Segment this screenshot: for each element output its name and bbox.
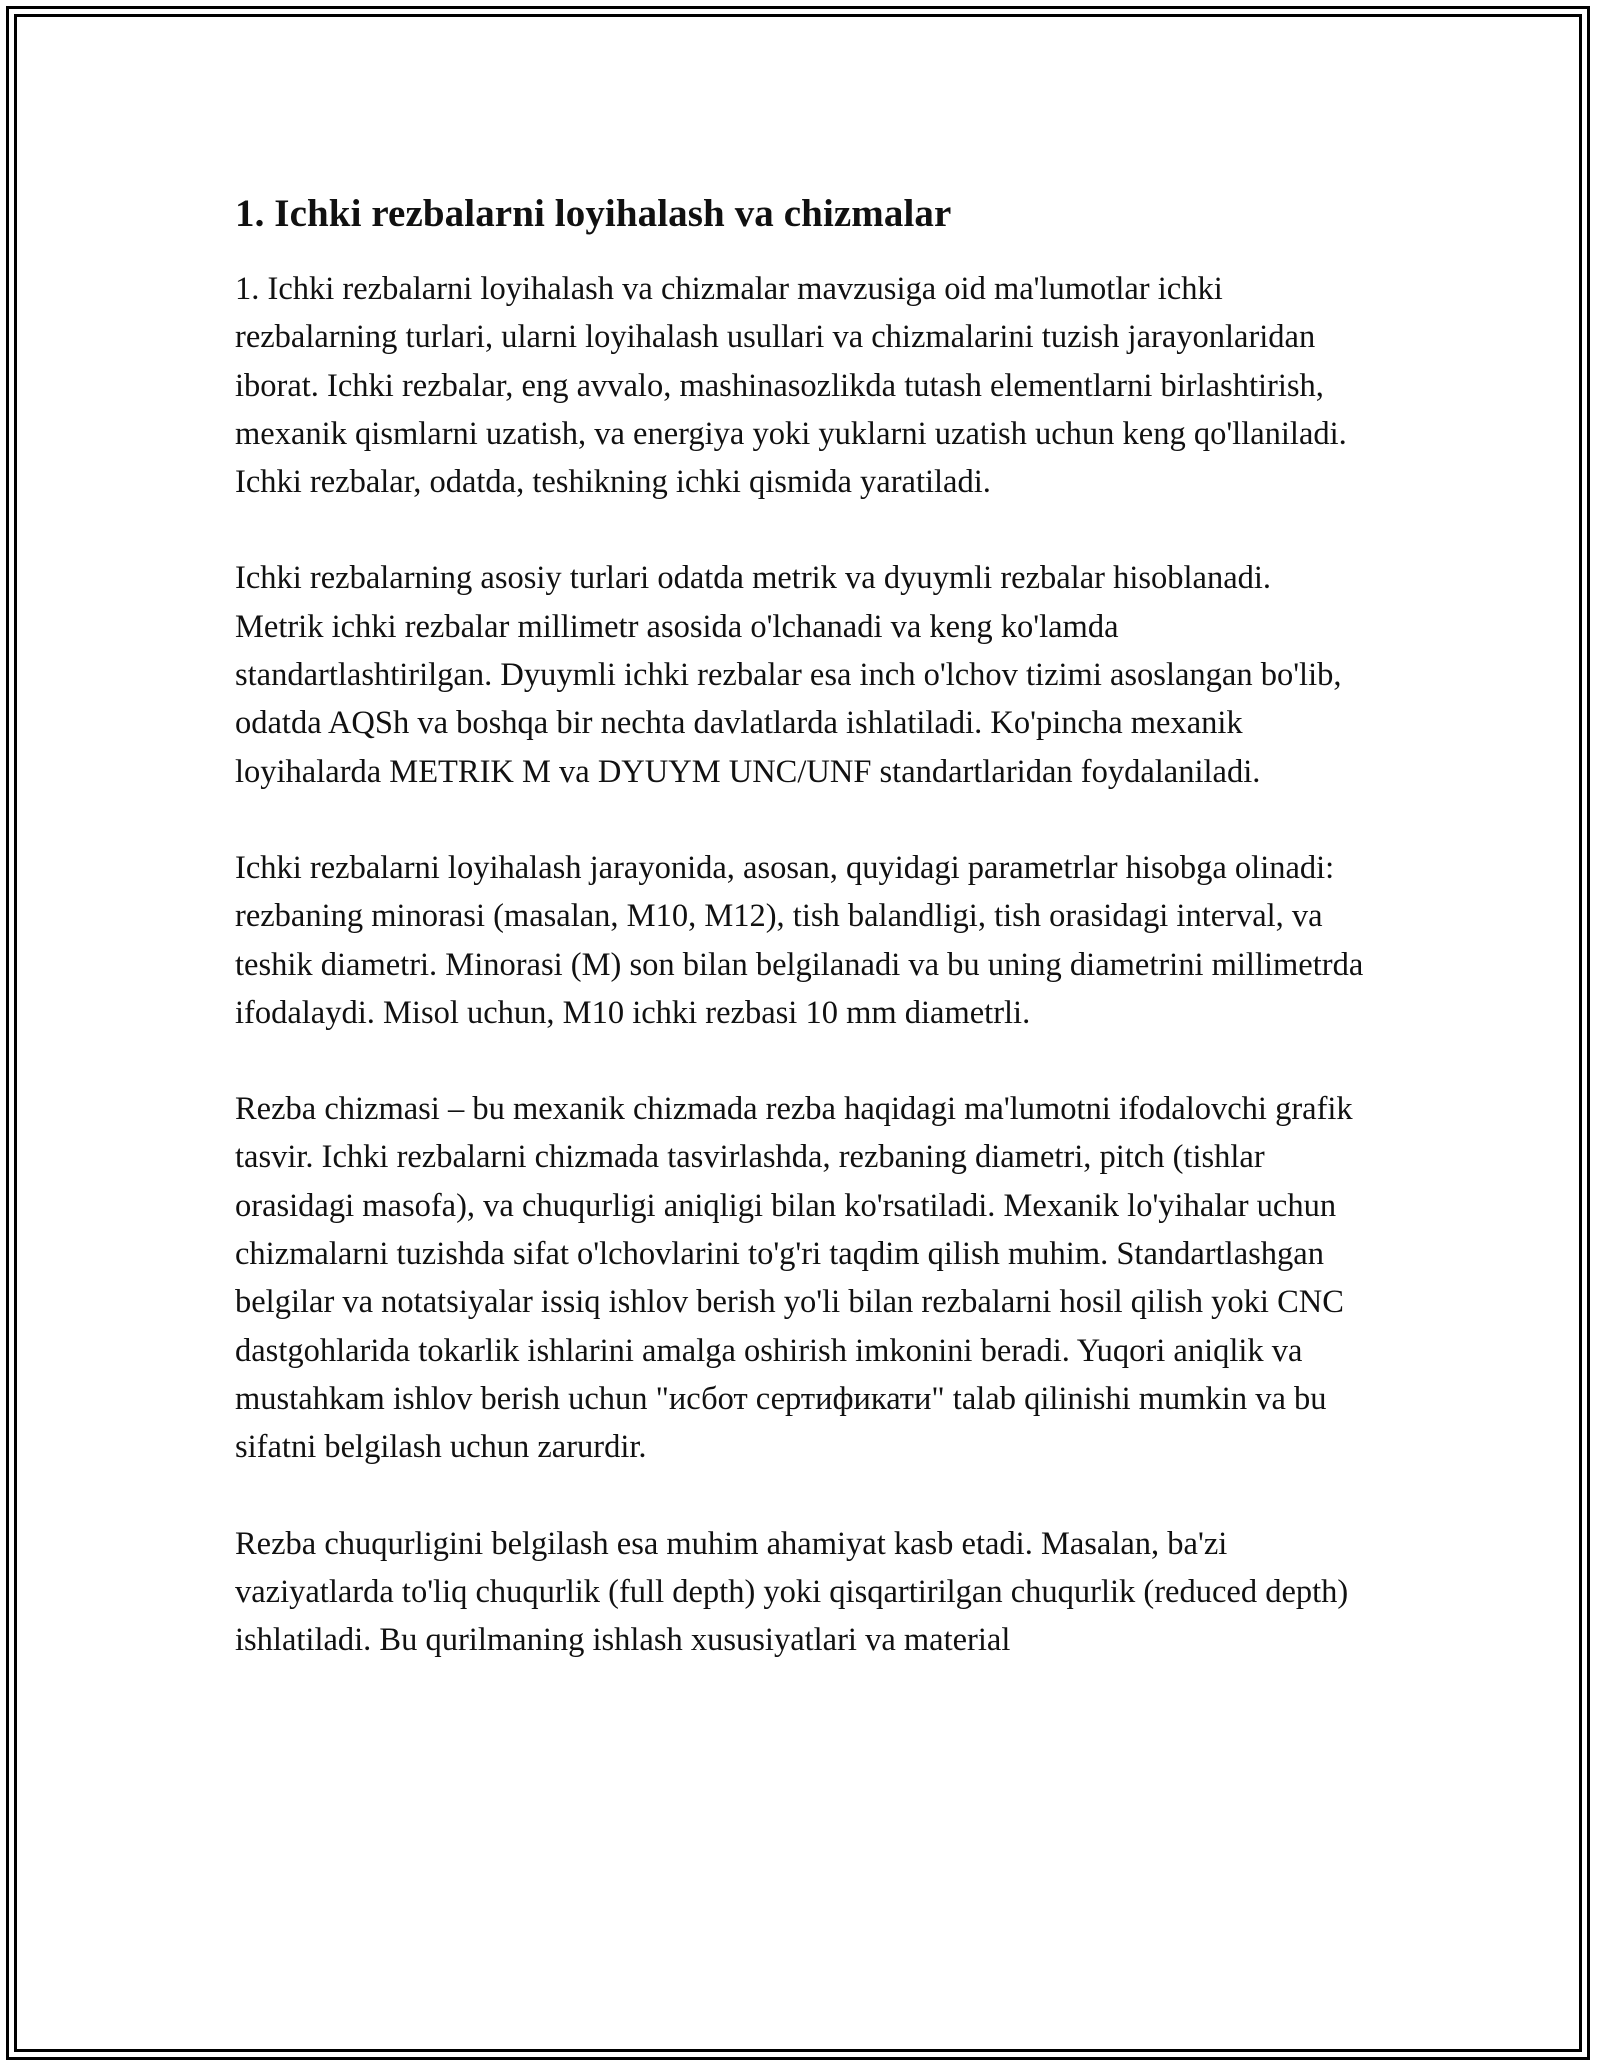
paragraph-thread-depth: Rezba chuqurligini belgilash esa muhim ahamiyat kasb etadi. Masalan, ba'zi vaziyatlarda to'liq chuqurlik (full depth) yoki qisqartirilgan chuqurlik (reduced depth) ishlatiladi. Bu qurilmaning ishlash xususiyatlari va material [235,1525,1349,1659]
paragraph-intro: 1. Ichki rezbalarni loyihalash va chizmalar mavzusiga oid ma'lumotlar ichki rezbalarning turlari, ularni loyihalash usullari va chizmalarini tuzish jarayonlaridan iborat. Ichki rezbalar, eng avvalo, mashinasozlikda tutash elementlarni birlashtirish, mexanik qismlarni uzatish, va energiya yoki yuklarni uzatish uchun keng qo'llaniladi. Ichki rezbalar, odatda, teshikning ichki qismida yaratiladi. [235,271,1347,501]
paragraph-design-parameters: Ichki rezbalarni loyihalash jarayonida, asosan, quyidagi parametrlar hisobga olinadi: rezbaning minorasi (masalan, M10, M12), tish balandligi, tish orasidagi interval, va teshik diametri. Minorasi (M) son bilan belgilanadi va bu uning diametrini millimetrda ifodalaydi. Misol uchun, M10 ichki rezbasi 10 mm diametrli. [235,849,1364,1031]
paragraph-thread-types: Ichki rezbalarning asosiy turlari odatda metrik va dyuymli rezbalar hisoblanadi. Metrik ichki rezbalar millimetr asosida o'lchanadi va keng ko'lamda standartlashtirilgan. Dyuymli ichki rezbalar esa inch o'lchov tizimi asoslangan bo'lib, odatda AQSh va boshqa bir nechta davlatlarda ishlatiladi. Ko'pincha mexanik loyihalarda METRIK M va DYUYM UNC/UNF standartlaridan foydalaniladi. [235,560,1342,790]
paragraph-thread-drawing: Rezba chizmasi – bu mexanik chizmada rezba haqidagi ma'lumotni ifodalovchi grafik tasvir. Ichki rezbalarni chizmada tasvirlashda, rezbaning diametri, pitch (tishlar orasidagi masofa), va chuqurligi aniqligi bilan ko'rsatiladi. Mexanik lo'yihalar uchun chizmalarni tuzishda sifat o'lchovlarini to'g'ri taqdim qilish muhim. Standartlashgan belgilar va notatsiyalar issiq ishlov berish yo'li bilan rezbalarni hosil qilish yoki CNC dastgohlarida tokarlik ishlarini amalga oshirish imkonini beradi. Yuqori aniqlik va mustahkam ishlov berish uchun "исбот сертификати" talab qilinishi mumkin va bu sifatni belgilash uchun zarurdir. [235,1091,1353,1466]
page-title: 1. Ichki rezbalarni loyihalash va chizmalar [235,192,952,235]
document-body [235,188,1365,1712]
